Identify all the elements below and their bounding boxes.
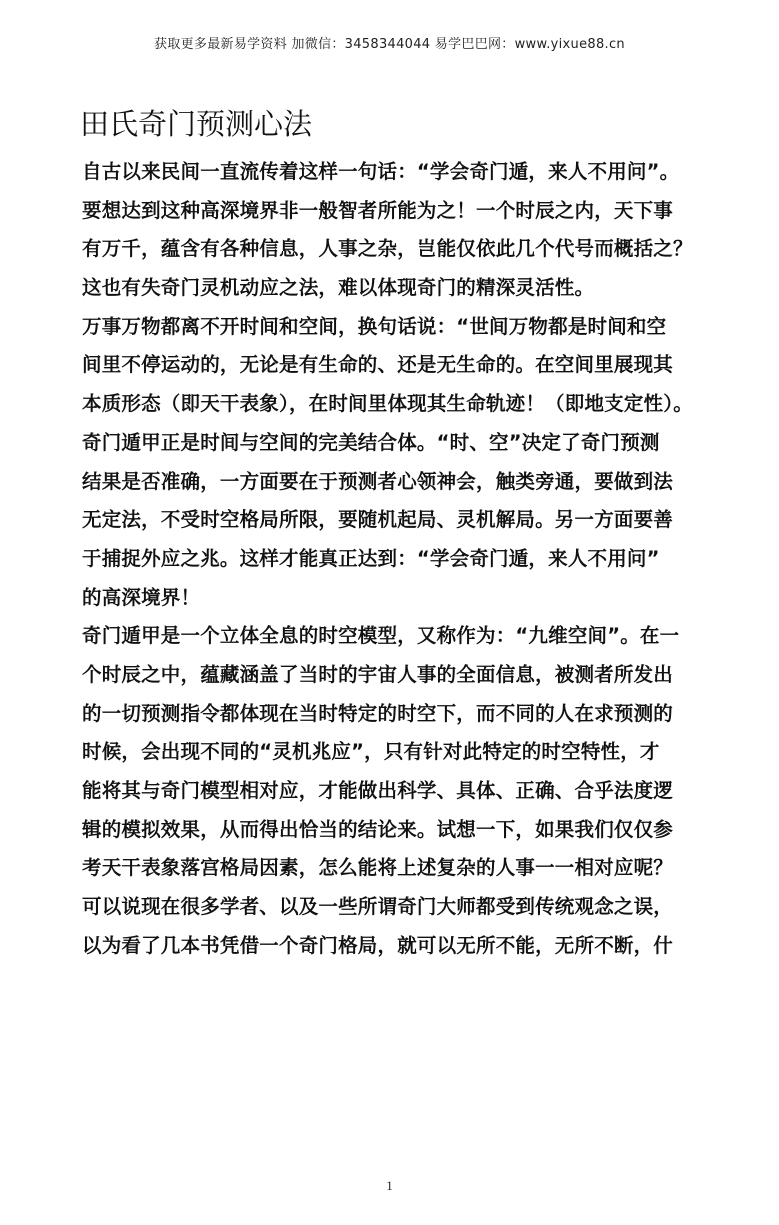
- document-title: 田氏奇门预测心法: [80, 107, 313, 141]
- body-line: 奇门遁甲是一个立体全息的时空模型，又称作为：“九维空间”。在一: [82, 624, 680, 648]
- body-line: 的高深境界！: [82, 585, 201, 609]
- body-line: 辑的模拟效果，从而得出恰当的结论来。试想一下，如果我们仅仅参: [82, 817, 674, 841]
- body-line: 要想达到这种高深境界非一般智者所能为之！一个时辰之内，天下事: [82, 198, 674, 222]
- body-line: 间里不停运动的，无论是有生命的、还是无生命的。在空间里展现其: [82, 353, 674, 377]
- body-line: 奇门遁甲正是时间与空间的完美结合体。“时、空”决定了奇门预测: [82, 430, 660, 454]
- body-line: 考天干表象落宫格局因素，怎么能将上述复杂的人事一一相对应呢？: [82, 856, 674, 880]
- body-line: 这也有失奇门灵机动应之法，难以体现奇门的精深灵活性。: [82, 276, 595, 300]
- page-number: 1: [386, 1178, 393, 1193]
- body-line: 本质形态（即天干表象），在时间里体现其生命轨迹！（即地支定性）。: [82, 392, 693, 416]
- body-line: 万事万物都离不开时间和空间，换句话说：“世间万物都是时间和空: [82, 314, 667, 338]
- body-line: 可以说现在很多学者、以及一些所谓奇门大师都受到传统观念之误，: [82, 895, 674, 919]
- document-body: [82, 153, 732, 965]
- body-line: 自古以来民间一直流传着这样一句话：“学会奇门遁，来人不用问”。: [82, 160, 680, 183]
- body-line: 时候，会出现不同的“灵机兆应”，只有针对此特定的时空特性，才: [82, 740, 660, 764]
- body-line: 无定法，不受时空格局所限，要随机起局、灵机解局。另一方面要善: [82, 508, 674, 532]
- body-line: 结果是否准确，一方面要在于预测者心领神会，触类旁通，要做到法: [82, 469, 674, 493]
- body-line: 能将其与奇门模型相对应，才能做出科学、具体、正确、合乎法度逻: [82, 779, 674, 802]
- body-line: 有万千，蕴含有各种信息，人事之杂，岂能仅依此几个代号而概括之？: [82, 237, 693, 261]
- watermark-header: 获取更多最新易学资料 加微信：3458344044 易学巴巴网：www.yixue88.cn: [154, 37, 625, 52]
- body-line: 于捕捉外应之兆。这样才能真正达到：“学会奇门遁，来人不用问”: [82, 546, 660, 570]
- body-line: 的一切预测指令都体现在当时特定的时空下，而不同的人在求预测的: [82, 701, 674, 725]
- body-line: 个时辰之中，蕴藏涵盖了当时的宇宙人事的全面信息，被测者所发出: [82, 662, 674, 686]
- body-line: 以为看了几本书凭借一个奇门格局，就可以无所不能，无所不断，什: [82, 933, 674, 957]
